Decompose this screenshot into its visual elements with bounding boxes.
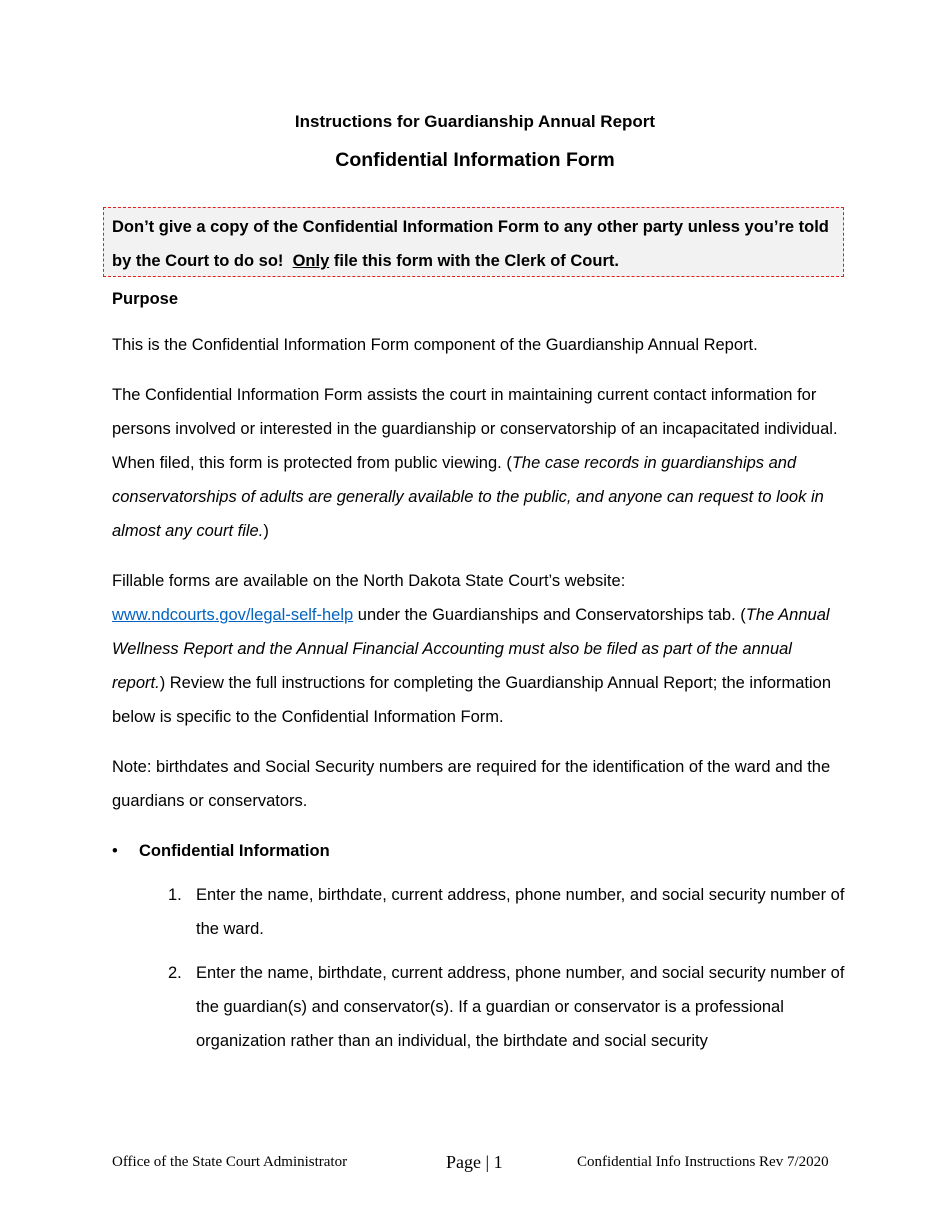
note-paragraph: Note: birthdates and Social Security numbers are required for the identification of the ward and the guardians or conservators. [112,758,831,810]
warning-text-part2: file this form with the Clerk of Court. [333,252,619,270]
p3-end: ) Review the full instructions for completing the Guardianship Annual Report; the information below is specific to the Confidential Information Form. [112,674,832,726]
list-item-number: 1. [168,886,182,904]
p3-mid: under the Guardianships and Conservatorships tab. ( [353,606,746,624]
bullet-dot-icon: • [112,842,118,860]
purpose-paragraph-3 [112,564,842,734]
self-help-link[interactable]: www.ndcourts.gov/legal-self-help [112,606,354,624]
bullet-label: Confidential Information [139,842,330,860]
footer-page-number: Page | 1 [446,1152,503,1172]
purpose-heading: Purpose [112,290,179,308]
warning-text-part1: Don’t give a copy of the Confidential Information Form to any other party unless you’re told by the Court to do so! [112,218,829,270]
footer-left: Office of the State Court Administrator [112,1154,348,1170]
document-title: Instructions for Guardianship Annual Report [294,112,656,131]
list-item-number: 2. [168,964,182,982]
list-item-text: Enter the name, birthdate, current address, phone number, and social security number of the guardian(s) and conservator(s). If a guardian or conservator is a professional organization rather than an individual, the birthdate and social security [196,964,845,1050]
p2-italic: The case records in guardianships and conservatorships of adults are generally available to the public, and anyone can request to look in almost any court file. [112,454,824,540]
list-item-text: Enter the name, birthdate, current address, phone number, and social security number of the ward. [196,886,845,938]
list-item [168,956,848,1058]
p3-italic: The Annual Wellness Report and the Annual Financial Accounting must also be filed as part of the annual report. [112,606,830,692]
warning-underlined: Only [292,252,330,270]
document-subtitle: Confidential Information Form [335,149,615,171]
confidential-info-bullet [112,838,330,864]
p2-end: ) [263,522,269,540]
footer-right: Confidential Info Instructions Rev 7/2020 [577,1154,829,1170]
purpose-paragraph-2 [112,378,842,548]
p3-start: Fillable forms are available on the North Dakota State Court’s website: [112,572,626,590]
warning-box [103,207,844,277]
p2-normal: The Confidential Information Form assists the court in maintaining current contact information for persons involved or interested in the guardianship or conservatorship of an incapacitated individual. When filed, this form is protected from public viewing. ( [112,386,838,472]
list-item [168,878,848,946]
purpose-paragraph-1: This is the Confidential Information Form component of the Guardianship Annual Report. [112,336,758,354]
